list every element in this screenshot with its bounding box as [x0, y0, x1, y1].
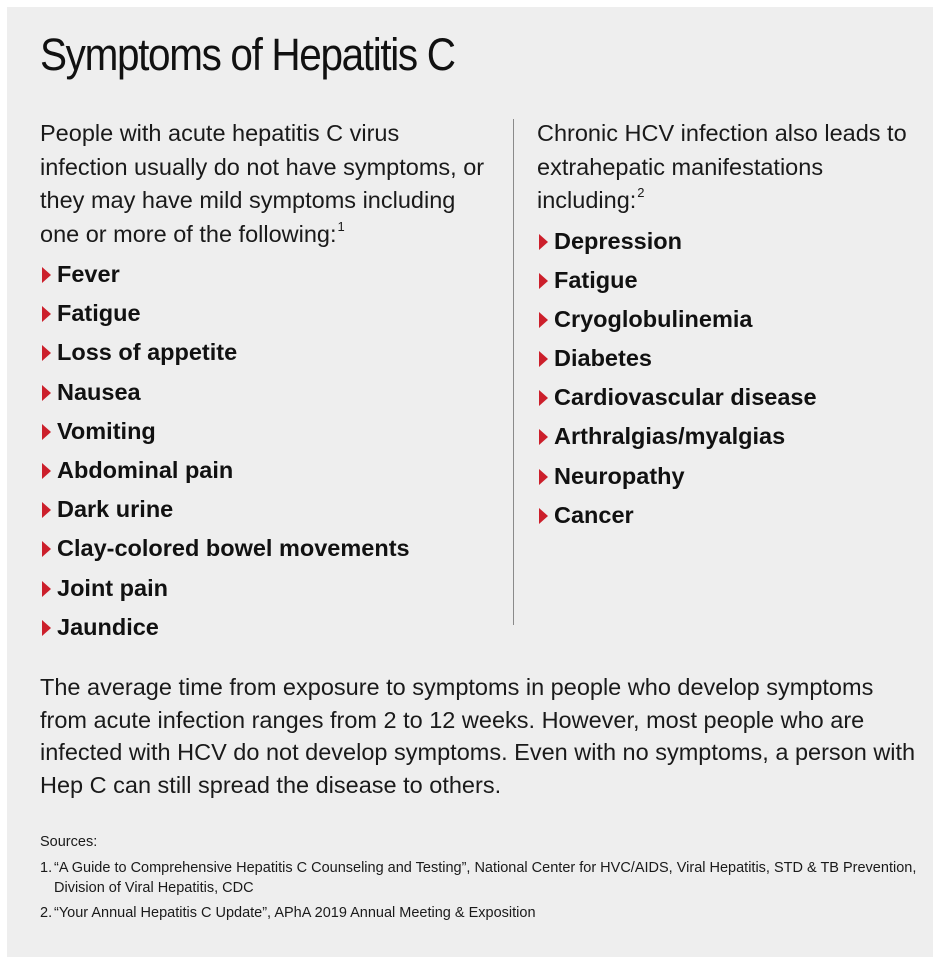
list-item-label: Fatigue [57, 300, 141, 327]
list-item [537, 222, 917, 261]
bullet-triangle-icon [539, 469, 548, 485]
list-item-label: Cardiovascular disease [554, 384, 817, 411]
list-item-label: Diabetes [554, 345, 652, 372]
sources-list [40, 858, 920, 923]
bullet-triangle-icon [42, 502, 51, 518]
bullet-triangle-icon [42, 620, 51, 636]
list-item-label: Loss of appetite [57, 339, 238, 366]
list-item [40, 608, 490, 647]
sources-label: Sources: [40, 834, 98, 850]
list-item [40, 412, 490, 451]
bullet-triangle-icon [42, 267, 51, 283]
infographic-panel [7, 7, 933, 957]
chronic-manifestation-list [537, 222, 917, 536]
bullet-triangle-icon [42, 541, 51, 557]
list-item-label: Depression [554, 227, 682, 254]
list-item-label: Cryoglobulinemia [554, 305, 753, 332]
list-item [537, 417, 917, 456]
sources-section [40, 833, 920, 928]
bullet-triangle-icon [42, 424, 51, 440]
list-item [537, 300, 917, 339]
bullet-triangle-icon [539, 312, 548, 328]
bullet-triangle-icon [539, 390, 548, 406]
list-item-label: Cancer [554, 501, 634, 528]
source-number: 1. [40, 860, 53, 876]
source-item [40, 903, 920, 923]
list-item-label: Arthralgias/myalgias [554, 423, 786, 450]
list-item [40, 373, 490, 412]
bullet-triangle-icon [42, 385, 51, 401]
chronic-manifestations-column [537, 117, 917, 535]
list-item-label: Fatigue [554, 266, 638, 293]
acute-intro [40, 117, 490, 251]
list-item [40, 333, 490, 372]
bullet-triangle-icon [539, 429, 548, 445]
list-item-label: Fever [57, 261, 120, 287]
bullet-triangle-icon [42, 345, 51, 361]
source-text: “Your Annual Hepatitis C Update”, APhA 2019 Annual Meeting & Exposition [54, 905, 536, 921]
list-item [40, 529, 490, 568]
source-item [40, 858, 920, 898]
column-divider [513, 119, 514, 625]
list-item-label: Nausea [57, 378, 141, 405]
bullet-triangle-icon [539, 234, 548, 250]
list-item [537, 457, 917, 496]
chronic-intro-text: Chronic HCV infection also leads to extrahepatic manifestations including: [537, 120, 907, 213]
list-item [537, 339, 917, 378]
bullet-triangle-icon [539, 273, 548, 289]
list-item [40, 255, 490, 294]
list-item-label: Vomiting [57, 417, 156, 444]
acute-symptoms-column [40, 117, 490, 647]
list-item-label: Jaundice [57, 613, 159, 640]
list-item [40, 294, 490, 333]
acute-intro-text: People with acute hepatitis C virus infection usually do not have symptoms, or they may have mild symptoms including one or more of the following: [40, 120, 485, 247]
page-title: Symptoms of Hepatitis C [40, 29, 455, 80]
source-number: 2. [40, 905, 53, 921]
summary-paragraph: The average time from exposure to symptoms in people who develop symptoms from acute infection ranges from 2 to 12 weeks. However, most people who are infected with HCV do not develop symptoms. Even with no symptoms, a person with Hep C can still spread the disease to others. [40, 674, 916, 798]
bullet-triangle-icon [42, 306, 51, 322]
bullet-triangle-icon [539, 508, 548, 524]
list-item-label: Abdominal pain [57, 456, 234, 483]
chronic-intro [537, 117, 917, 218]
bullet-triangle-icon [42, 463, 51, 479]
chronic-intro-footnote-ref: 2 [637, 185, 645, 200]
list-item-label: Dark urine [57, 496, 174, 523]
list-item [40, 451, 490, 490]
source-text: “A Guide to Comprehensive Hepatitis C Counseling and Testing”, National Center for HVC/AIDS, Viral Hepatitis, STD & TB Prevention, Division of Viral Hepatitis, CDC [54, 860, 917, 896]
list-item-label: Neuropathy [554, 462, 685, 489]
acute-symptom-list [40, 255, 490, 647]
bullet-triangle-icon [42, 581, 51, 597]
bullet-triangle-icon [539, 351, 548, 367]
list-item [537, 261, 917, 300]
acute-intro-footnote-ref: 1 [337, 218, 345, 234]
list-item [537, 378, 917, 417]
list-item [537, 496, 917, 535]
list-item [40, 490, 490, 529]
list-item [40, 569, 490, 608]
list-item-label: Joint pain [57, 574, 168, 601]
list-item-label: Clay-colored bowel movements [57, 535, 410, 562]
